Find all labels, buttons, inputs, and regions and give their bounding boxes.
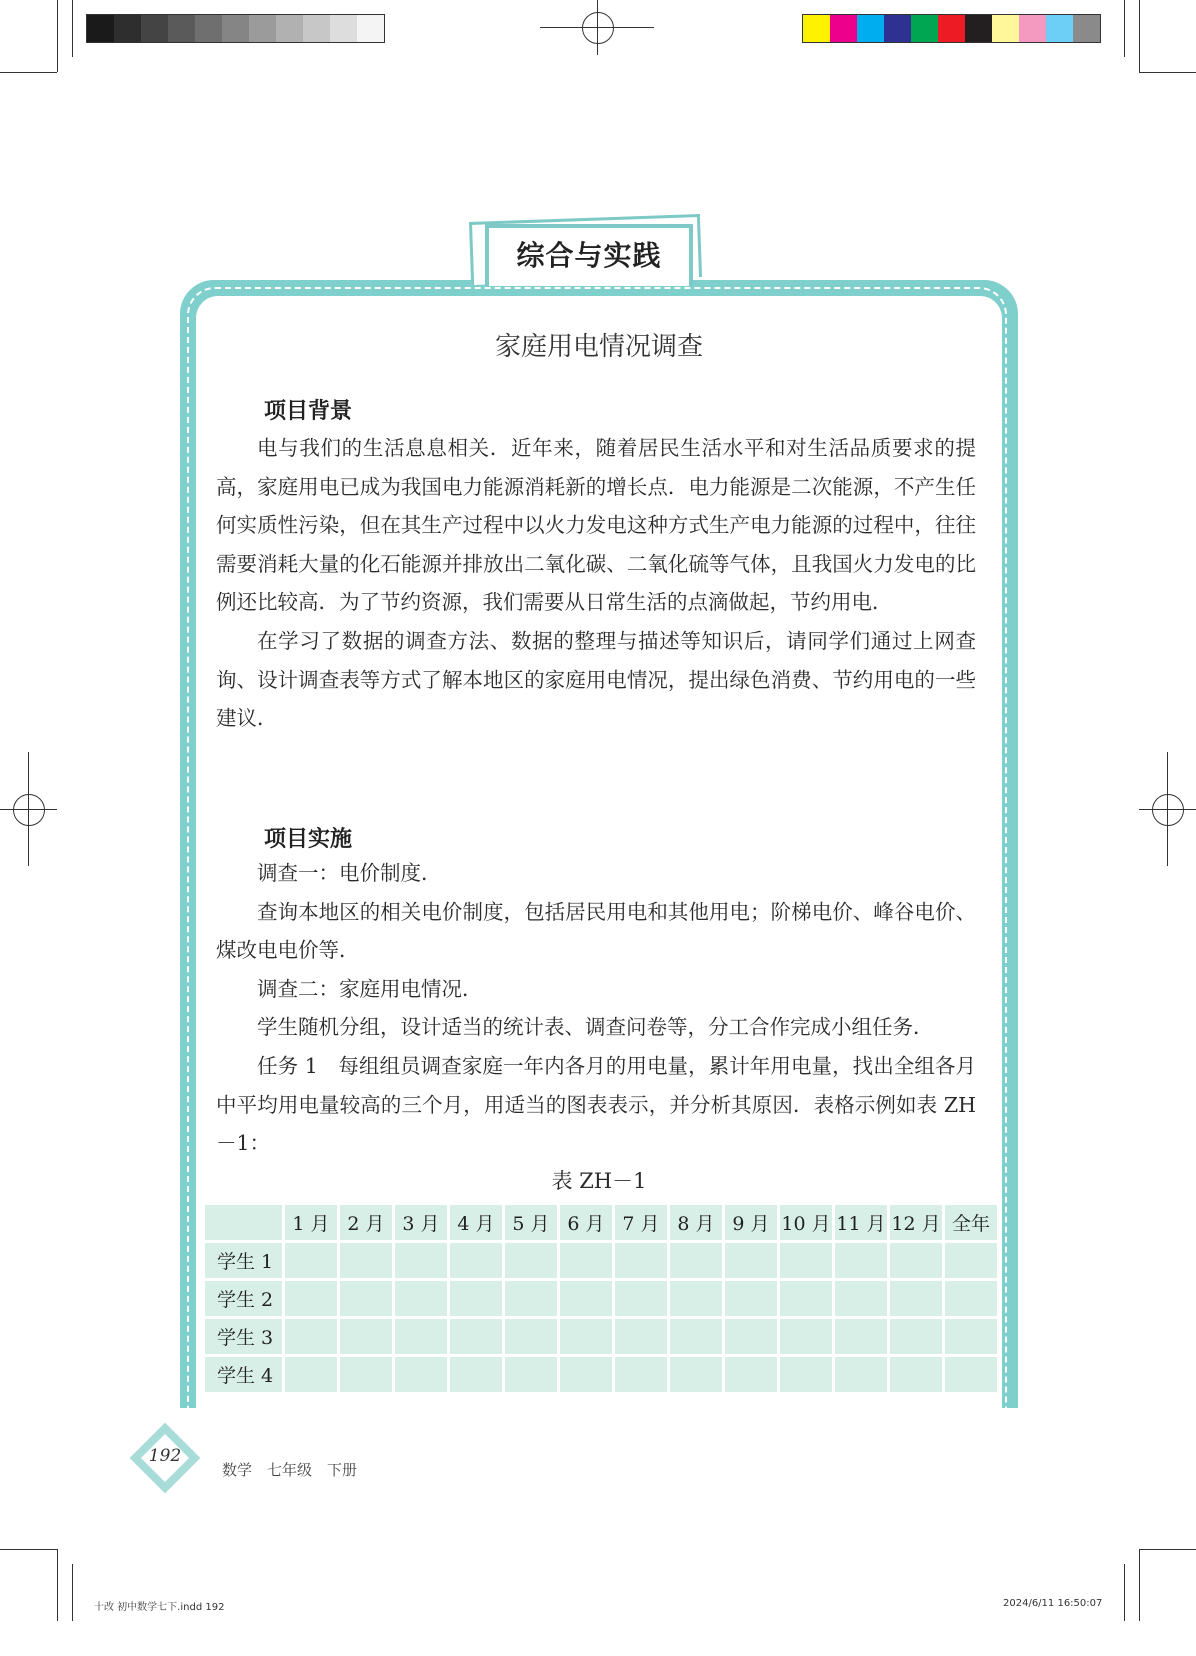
row-header: 学生 1 [205, 1243, 282, 1278]
background-heading: 项目背景 [264, 399, 353, 424]
implementation-text [216, 854, 976, 1163]
page-title: 家庭用电情况调查 [494, 332, 703, 362]
column-header: 5 月 [505, 1205, 557, 1240]
column-header: 9 月 [725, 1205, 777, 1240]
column-header: 1 月 [285, 1205, 337, 1240]
background-paragraph: 在学习了数据的调查方法、数据的整理与描述等知识后，请同学们通过上网查询、设计调查表等方式了解本地区的家庭用电情况，提出绿色消费、节约用电的一些建议． [216, 628, 976, 731]
column-header: 2 月 [340, 1205, 392, 1240]
column-header: 10 月 [780, 1205, 832, 1240]
table-caption: 表 ZH－1 [551, 1169, 647, 1193]
page-number: 192 [148, 1446, 182, 1466]
task1-text: 任务 1 每组组员调查家庭一年内各月的用电量，累计年用电量，找出全组各月中平均用电量较高的三个月，用适当的图表表示，并分析其原因．表格示例如表 ZH－1： [216, 1053, 976, 1156]
section-badge [485, 224, 693, 286]
survey1-text: 查询本地区的相关电价制度，包括居民用电和其他用电；阶梯电价、峰谷电价、煤改电电价等． [216, 899, 976, 963]
column-header: 4 月 [450, 1205, 502, 1240]
color-swatch-bar [802, 14, 1101, 43]
book-title: 数学 七年级 下册 [222, 1461, 358, 1479]
survey1-title: 调查一：电价制度． [257, 861, 442, 885]
column-header: 12 月 [890, 1205, 942, 1240]
background-text [216, 429, 976, 738]
column-header: 6 月 [560, 1205, 612, 1240]
table-row [205, 1243, 997, 1278]
column-header: 8 月 [670, 1205, 722, 1240]
print-slug-date: 2024/6/11 16:50:07 [1003, 1598, 1103, 1609]
table-row [205, 1357, 997, 1392]
table-row [205, 1319, 997, 1354]
section-badge-label: 综合与实践 [516, 239, 662, 272]
table-row [205, 1281, 997, 1316]
implementation-heading: 项目实施 [264, 827, 353, 852]
row-header: 学生 4 [205, 1357, 282, 1392]
column-header: 7 月 [615, 1205, 667, 1240]
column-header: 3 月 [395, 1205, 447, 1240]
table-header-row [205, 1205, 997, 1240]
survey2-title: 调查二：家庭用电情况． [257, 976, 483, 1001]
column-header: 全年 [945, 1205, 997, 1240]
print-slug-file: 十改 初中数学七下.indd 192 [94, 1602, 225, 1613]
table-corner-cell [205, 1205, 282, 1240]
electricity-table [202, 1202, 1000, 1395]
row-header: 学生 2 [205, 1281, 282, 1316]
column-header: 11 月 [835, 1205, 887, 1240]
row-header: 学生 3 [205, 1319, 282, 1354]
background-paragraph: 电与我们的生活息息相关．近年来，随着居民生活水平和对生活品质要求的提高，家庭用电已成为我国电力能源消耗新的增长点．电力能源是二次能源，不产生任何实质性污染，但在其生产过程中以火力发电这种方式生产电力能源的过程中，往往需要消耗大量的化石能源并排放出二氧化碳、二氧化硫等气体，且我国火力发电的比例还比较高．为了节约资源，我们需要从日常生活的点滴做起，节约用电． [216, 436, 976, 615]
gray-swatch-bar [86, 14, 385, 43]
survey2-text: 学生随机分组，设计适当的统计表、调查问卷等，分工合作完成小组任务． [257, 1015, 934, 1040]
